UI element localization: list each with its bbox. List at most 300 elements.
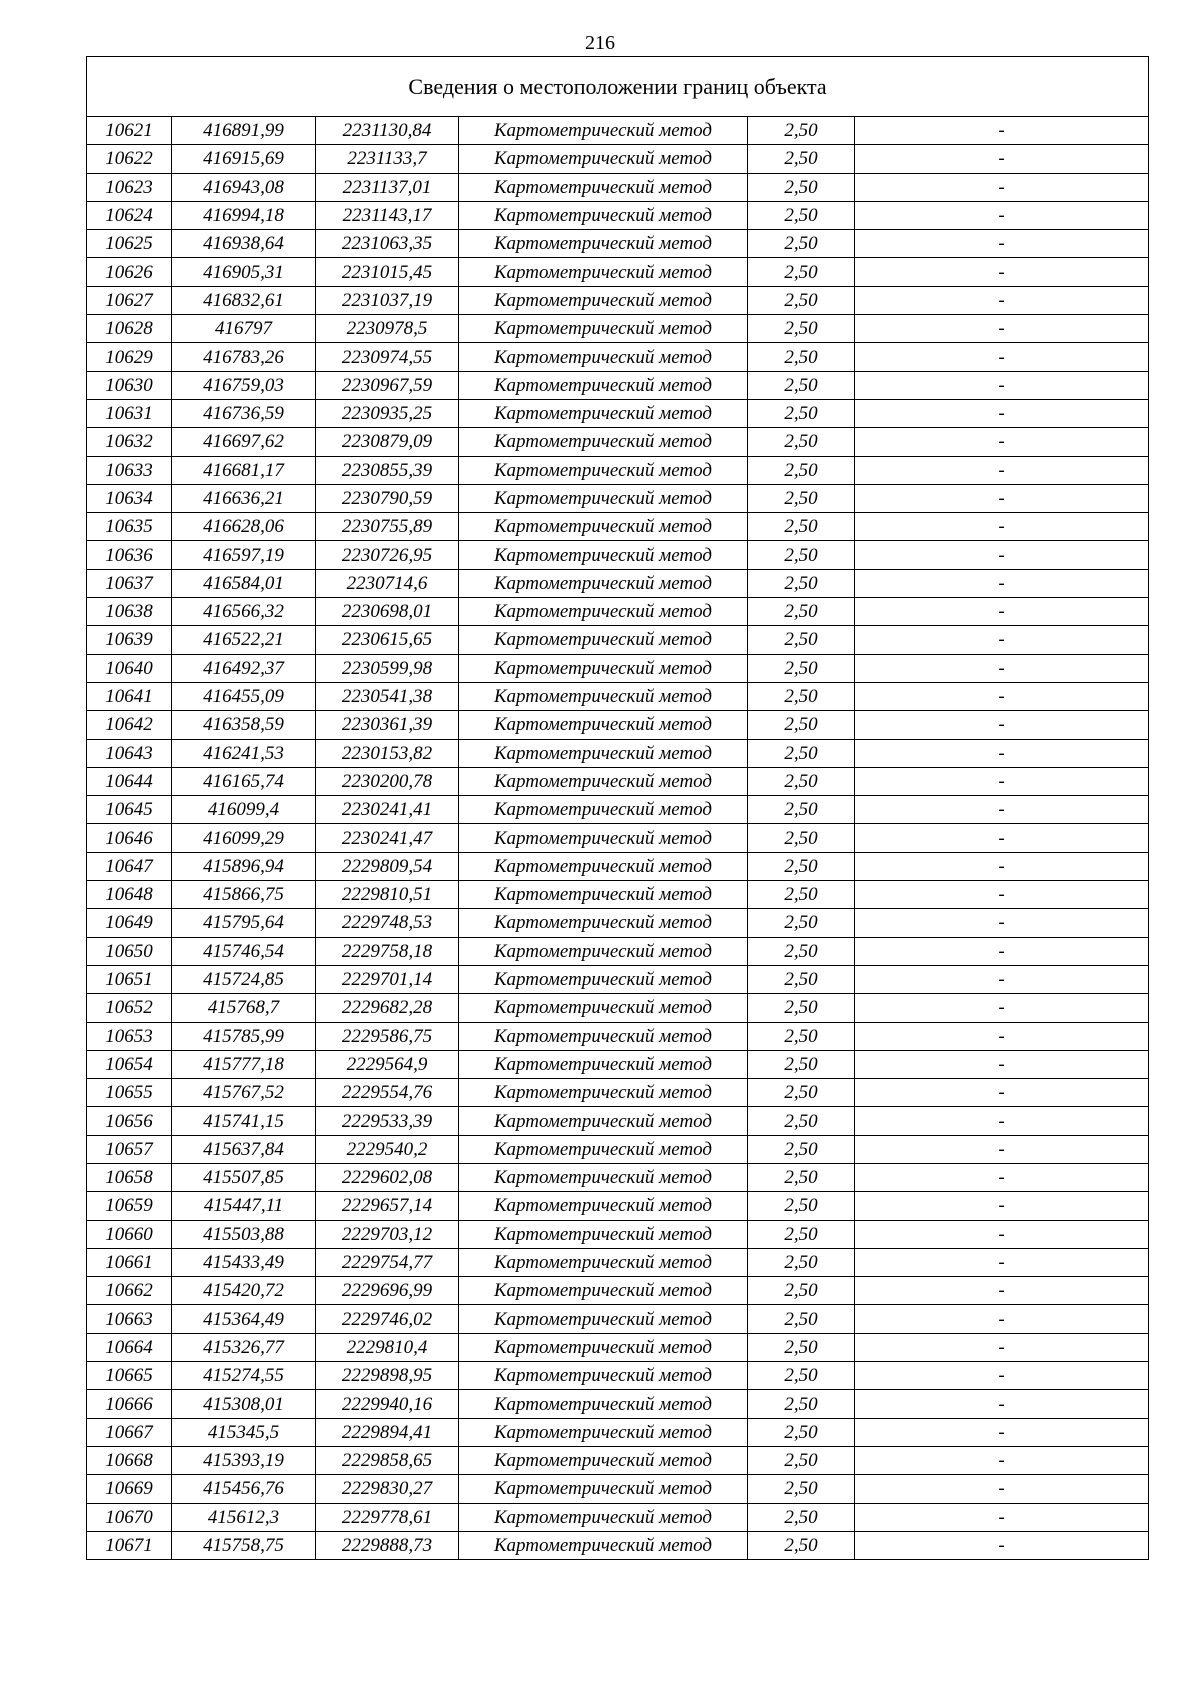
method-cell: Картометрический метод bbox=[459, 1220, 748, 1248]
accuracy-cell: 2,50 bbox=[748, 796, 855, 824]
y-coordinate-cell: 2231143,17 bbox=[316, 201, 459, 229]
point-number-cell: 10658 bbox=[87, 1163, 172, 1191]
table-row bbox=[87, 1475, 1149, 1503]
accuracy-cell: 2,50 bbox=[748, 711, 855, 739]
accuracy-cell: 2,50 bbox=[748, 1305, 855, 1333]
y-coordinate-cell: 2231063,35 bbox=[316, 230, 459, 258]
table-row bbox=[87, 654, 1149, 682]
y-coordinate-cell: 2229748,53 bbox=[316, 909, 459, 937]
description-cell: - bbox=[855, 1022, 1149, 1050]
table-row bbox=[87, 598, 1149, 626]
x-coordinate-cell: 415746,54 bbox=[172, 937, 316, 965]
description-cell: - bbox=[855, 201, 1149, 229]
description-cell: - bbox=[855, 1135, 1149, 1163]
table-row bbox=[87, 1277, 1149, 1305]
accuracy-cell: 2,50 bbox=[748, 513, 855, 541]
method-cell: Картометрический метод bbox=[459, 1362, 748, 1390]
accuracy-cell: 2,50 bbox=[748, 937, 855, 965]
y-coordinate-cell: 2229564,9 bbox=[316, 1050, 459, 1078]
method-cell: Картометрический метод bbox=[459, 1050, 748, 1078]
accuracy-cell: 2,50 bbox=[748, 682, 855, 710]
table-row bbox=[87, 682, 1149, 710]
accuracy-cell: 2,50 bbox=[748, 230, 855, 258]
x-coordinate-cell: 415612,3 bbox=[172, 1503, 316, 1531]
accuracy-cell: 2,50 bbox=[748, 1362, 855, 1390]
description-cell: - bbox=[855, 343, 1149, 371]
accuracy-cell: 2,50 bbox=[748, 1079, 855, 1107]
table-row bbox=[87, 343, 1149, 371]
table-row bbox=[87, 711, 1149, 739]
table-row bbox=[87, 173, 1149, 201]
description-cell: - bbox=[855, 1220, 1149, 1248]
point-number-cell: 10642 bbox=[87, 711, 172, 739]
y-coordinate-cell: 2230241,41 bbox=[316, 796, 459, 824]
y-coordinate-cell: 2229858,65 bbox=[316, 1446, 459, 1474]
accuracy-cell: 2,50 bbox=[748, 117, 855, 145]
table-row bbox=[87, 456, 1149, 484]
y-coordinate-cell: 2230361,39 bbox=[316, 711, 459, 739]
method-cell: Картометрический метод bbox=[459, 1390, 748, 1418]
x-coordinate-cell: 415433,49 bbox=[172, 1248, 316, 1276]
method-cell: Картометрический метод bbox=[459, 824, 748, 852]
y-coordinate-cell: 2230615,65 bbox=[316, 626, 459, 654]
y-coordinate-cell: 2229758,18 bbox=[316, 937, 459, 965]
point-number-cell: 10630 bbox=[87, 371, 172, 399]
table-row bbox=[87, 994, 1149, 1022]
x-coordinate-cell: 416938,64 bbox=[172, 230, 316, 258]
table-row bbox=[87, 569, 1149, 597]
description-cell: - bbox=[855, 1333, 1149, 1361]
y-coordinate-cell: 2231130,84 bbox=[316, 117, 459, 145]
description-cell: - bbox=[855, 881, 1149, 909]
point-number-cell: 10651 bbox=[87, 965, 172, 993]
point-number-cell: 10635 bbox=[87, 513, 172, 541]
method-cell: Картометрический метод bbox=[459, 711, 748, 739]
accuracy-cell: 2,50 bbox=[748, 965, 855, 993]
point-number-cell: 10647 bbox=[87, 852, 172, 880]
method-cell: Картометрический метод bbox=[459, 484, 748, 512]
point-number-cell: 10670 bbox=[87, 1503, 172, 1531]
x-coordinate-cell: 416783,26 bbox=[172, 343, 316, 371]
table-row bbox=[87, 1135, 1149, 1163]
method-cell: Картометрический метод bbox=[459, 456, 748, 484]
accuracy-cell: 2,50 bbox=[748, 824, 855, 852]
description-cell: - bbox=[855, 513, 1149, 541]
accuracy-cell: 2,50 bbox=[748, 909, 855, 937]
method-cell: Картометрический метод bbox=[459, 994, 748, 1022]
accuracy-cell: 2,50 bbox=[748, 1248, 855, 1276]
x-coordinate-cell: 415741,15 bbox=[172, 1107, 316, 1135]
x-coordinate-cell: 416636,21 bbox=[172, 484, 316, 512]
table-row bbox=[87, 230, 1149, 258]
y-coordinate-cell: 2229682,28 bbox=[316, 994, 459, 1022]
description-cell: - bbox=[855, 1475, 1149, 1503]
x-coordinate-cell: 415795,64 bbox=[172, 909, 316, 937]
point-number-cell: 10659 bbox=[87, 1192, 172, 1220]
y-coordinate-cell: 2229657,14 bbox=[316, 1192, 459, 1220]
y-coordinate-cell: 2230599,98 bbox=[316, 654, 459, 682]
method-cell: Картометрический метод bbox=[459, 286, 748, 314]
y-coordinate-cell: 2230755,89 bbox=[316, 513, 459, 541]
description-cell: - bbox=[855, 1446, 1149, 1474]
y-coordinate-cell: 2229586,75 bbox=[316, 1022, 459, 1050]
y-coordinate-cell: 2229888,73 bbox=[316, 1531, 459, 1559]
accuracy-cell: 2,50 bbox=[748, 654, 855, 682]
accuracy-cell: 2,50 bbox=[748, 1163, 855, 1191]
x-coordinate-cell: 416697,62 bbox=[172, 428, 316, 456]
method-cell: Картометрический метод bbox=[459, 230, 748, 258]
table-row bbox=[87, 1333, 1149, 1361]
description-cell: - bbox=[855, 258, 1149, 286]
y-coordinate-cell: 2229746,02 bbox=[316, 1305, 459, 1333]
accuracy-cell: 2,50 bbox=[748, 1050, 855, 1078]
description-cell: - bbox=[855, 117, 1149, 145]
method-cell: Картометрический метод bbox=[459, 598, 748, 626]
table-row bbox=[87, 909, 1149, 937]
point-number-cell: 10652 bbox=[87, 994, 172, 1022]
table-row bbox=[87, 428, 1149, 456]
description-cell: - bbox=[855, 173, 1149, 201]
method-cell: Картометрический метод bbox=[459, 626, 748, 654]
y-coordinate-cell: 2229940,16 bbox=[316, 1390, 459, 1418]
table-title: Сведения о местоположении границ объекта bbox=[87, 57, 1149, 117]
method-cell: Картометрический метод bbox=[459, 145, 748, 173]
point-number-cell: 10671 bbox=[87, 1531, 172, 1559]
y-coordinate-cell: 2229810,51 bbox=[316, 881, 459, 909]
accuracy-cell: 2,50 bbox=[748, 852, 855, 880]
y-coordinate-cell: 2231015,45 bbox=[316, 258, 459, 286]
accuracy-cell: 2,50 bbox=[748, 371, 855, 399]
table-body bbox=[87, 117, 1149, 1560]
point-number-cell: 10641 bbox=[87, 682, 172, 710]
accuracy-cell: 2,50 bbox=[748, 1390, 855, 1418]
point-number-cell: 10624 bbox=[87, 201, 172, 229]
method-cell: Картометрический метод bbox=[459, 852, 748, 880]
y-coordinate-cell: 2230726,95 bbox=[316, 541, 459, 569]
x-coordinate-cell: 415896,94 bbox=[172, 852, 316, 880]
accuracy-cell: 2,50 bbox=[748, 428, 855, 456]
accuracy-cell: 2,50 bbox=[748, 1333, 855, 1361]
table-title-row bbox=[87, 57, 1149, 117]
x-coordinate-cell: 415420,72 bbox=[172, 1277, 316, 1305]
accuracy-cell: 2,50 bbox=[748, 1192, 855, 1220]
point-number-cell: 10649 bbox=[87, 909, 172, 937]
accuracy-cell: 2,50 bbox=[748, 1475, 855, 1503]
x-coordinate-cell: 415507,85 bbox=[172, 1163, 316, 1191]
description-cell: - bbox=[855, 626, 1149, 654]
description-cell: - bbox=[855, 399, 1149, 427]
point-number-cell: 10656 bbox=[87, 1107, 172, 1135]
method-cell: Картометрический метод bbox=[459, 767, 748, 795]
table-row bbox=[87, 1362, 1149, 1390]
table-row bbox=[87, 1390, 1149, 1418]
description-cell: - bbox=[855, 965, 1149, 993]
method-cell: Картометрический метод bbox=[459, 569, 748, 597]
boundary-table bbox=[86, 56, 1149, 1560]
y-coordinate-cell: 2231037,19 bbox=[316, 286, 459, 314]
x-coordinate-cell: 415785,99 bbox=[172, 1022, 316, 1050]
method-cell: Картометрический метод bbox=[459, 796, 748, 824]
method-cell: Картометрический метод bbox=[459, 513, 748, 541]
description-cell: - bbox=[855, 1107, 1149, 1135]
description-cell: - bbox=[855, 711, 1149, 739]
description-cell: - bbox=[855, 994, 1149, 1022]
point-number-cell: 10657 bbox=[87, 1135, 172, 1163]
description-cell: - bbox=[855, 1418, 1149, 1446]
page-number: 216 bbox=[585, 32, 615, 54]
x-coordinate-cell: 416099,4 bbox=[172, 796, 316, 824]
method-cell: Картометрический метод bbox=[459, 682, 748, 710]
description-cell: - bbox=[855, 541, 1149, 569]
x-coordinate-cell: 416566,32 bbox=[172, 598, 316, 626]
description-cell: - bbox=[855, 456, 1149, 484]
method-cell: Картометрический метод bbox=[459, 1305, 748, 1333]
x-coordinate-cell: 415456,76 bbox=[172, 1475, 316, 1503]
y-coordinate-cell: 2230967,59 bbox=[316, 371, 459, 399]
table-row bbox=[87, 881, 1149, 909]
method-cell: Картометрический метод bbox=[459, 739, 748, 767]
description-cell: - bbox=[855, 796, 1149, 824]
x-coordinate-cell: 416797 bbox=[172, 315, 316, 343]
y-coordinate-cell: 2229754,77 bbox=[316, 1248, 459, 1276]
table-row bbox=[87, 371, 1149, 399]
table-row bbox=[87, 1163, 1149, 1191]
point-number-cell: 10625 bbox=[87, 230, 172, 258]
accuracy-cell: 2,50 bbox=[748, 598, 855, 626]
y-coordinate-cell: 2230935,25 bbox=[316, 399, 459, 427]
method-cell: Картометрический метод bbox=[459, 1277, 748, 1305]
method-cell: Картометрический метод bbox=[459, 201, 748, 229]
method-cell: Картометрический метод bbox=[459, 1022, 748, 1050]
y-coordinate-cell: 2229540,2 bbox=[316, 1135, 459, 1163]
table-row bbox=[87, 145, 1149, 173]
accuracy-cell: 2,50 bbox=[748, 1418, 855, 1446]
description-cell: - bbox=[855, 371, 1149, 399]
method-cell: Картометрический метод bbox=[459, 117, 748, 145]
x-coordinate-cell: 416915,69 bbox=[172, 145, 316, 173]
y-coordinate-cell: 2230879,09 bbox=[316, 428, 459, 456]
y-coordinate-cell: 2230153,82 bbox=[316, 739, 459, 767]
table-row bbox=[87, 541, 1149, 569]
point-number-cell: 10629 bbox=[87, 343, 172, 371]
method-cell: Картометрический метод bbox=[459, 937, 748, 965]
y-coordinate-cell: 2229894,41 bbox=[316, 1418, 459, 1446]
point-number-cell: 10661 bbox=[87, 1248, 172, 1276]
point-number-cell: 10622 bbox=[87, 145, 172, 173]
x-coordinate-cell: 415637,84 bbox=[172, 1135, 316, 1163]
table-row bbox=[87, 286, 1149, 314]
table-row bbox=[87, 937, 1149, 965]
y-coordinate-cell: 2230200,78 bbox=[316, 767, 459, 795]
accuracy-cell: 2,50 bbox=[748, 739, 855, 767]
x-coordinate-cell: 416584,01 bbox=[172, 569, 316, 597]
table-row bbox=[87, 965, 1149, 993]
method-cell: Картометрический метод bbox=[459, 965, 748, 993]
method-cell: Картометрический метод bbox=[459, 343, 748, 371]
table-row bbox=[87, 399, 1149, 427]
description-cell: - bbox=[855, 428, 1149, 456]
y-coordinate-cell: 2229602,08 bbox=[316, 1163, 459, 1191]
x-coordinate-cell: 416681,17 bbox=[172, 456, 316, 484]
y-coordinate-cell: 2230790,59 bbox=[316, 484, 459, 512]
description-cell: - bbox=[855, 739, 1149, 767]
method-cell: Картометрический метод bbox=[459, 1446, 748, 1474]
y-coordinate-cell: 2229703,12 bbox=[316, 1220, 459, 1248]
method-cell: Картометрический метод bbox=[459, 1531, 748, 1559]
description-cell: - bbox=[855, 1531, 1149, 1559]
accuracy-cell: 2,50 bbox=[748, 626, 855, 654]
table-row bbox=[87, 1220, 1149, 1248]
accuracy-cell: 2,50 bbox=[748, 569, 855, 597]
description-cell: - bbox=[855, 598, 1149, 626]
description-cell: - bbox=[855, 1163, 1149, 1191]
x-coordinate-cell: 416165,74 bbox=[172, 767, 316, 795]
x-coordinate-cell: 416492,37 bbox=[172, 654, 316, 682]
y-coordinate-cell: 2229696,99 bbox=[316, 1277, 459, 1305]
description-cell: - bbox=[855, 824, 1149, 852]
x-coordinate-cell: 416994,18 bbox=[172, 201, 316, 229]
point-number-cell: 10646 bbox=[87, 824, 172, 852]
point-number-cell: 10628 bbox=[87, 315, 172, 343]
description-cell: - bbox=[855, 1248, 1149, 1276]
point-number-cell: 10666 bbox=[87, 1390, 172, 1418]
point-number-cell: 10636 bbox=[87, 541, 172, 569]
description-cell: - bbox=[855, 767, 1149, 795]
table-row bbox=[87, 767, 1149, 795]
method-cell: Картометрический метод bbox=[459, 1248, 748, 1276]
table-row bbox=[87, 1305, 1149, 1333]
table-row bbox=[87, 1418, 1149, 1446]
x-coordinate-cell: 416597,19 bbox=[172, 541, 316, 569]
description-cell: - bbox=[855, 682, 1149, 710]
table-row bbox=[87, 1192, 1149, 1220]
x-coordinate-cell: 416759,03 bbox=[172, 371, 316, 399]
accuracy-cell: 2,50 bbox=[748, 994, 855, 1022]
table-row bbox=[87, 739, 1149, 767]
table-row bbox=[87, 513, 1149, 541]
accuracy-cell: 2,50 bbox=[748, 343, 855, 371]
description-cell: - bbox=[855, 1277, 1149, 1305]
x-coordinate-cell: 415767,52 bbox=[172, 1079, 316, 1107]
x-coordinate-cell: 415308,01 bbox=[172, 1390, 316, 1418]
description-cell: - bbox=[855, 852, 1149, 880]
table-row bbox=[87, 1022, 1149, 1050]
description-cell: - bbox=[855, 230, 1149, 258]
x-coordinate-cell: 416522,21 bbox=[172, 626, 316, 654]
accuracy-cell: 2,50 bbox=[748, 1277, 855, 1305]
y-coordinate-cell: 2229810,4 bbox=[316, 1333, 459, 1361]
description-cell: - bbox=[855, 145, 1149, 173]
accuracy-cell: 2,50 bbox=[748, 399, 855, 427]
method-cell: Картометрический метод bbox=[459, 315, 748, 343]
x-coordinate-cell: 416099,29 bbox=[172, 824, 316, 852]
x-coordinate-cell: 416832,61 bbox=[172, 286, 316, 314]
description-cell: - bbox=[855, 1305, 1149, 1333]
y-coordinate-cell: 2230541,38 bbox=[316, 682, 459, 710]
point-number-cell: 10654 bbox=[87, 1050, 172, 1078]
table-row bbox=[87, 626, 1149, 654]
table-row bbox=[87, 852, 1149, 880]
point-number-cell: 10667 bbox=[87, 1418, 172, 1446]
y-coordinate-cell: 2229554,76 bbox=[316, 1079, 459, 1107]
point-number-cell: 10639 bbox=[87, 626, 172, 654]
description-cell: - bbox=[855, 1503, 1149, 1531]
x-coordinate-cell: 415447,11 bbox=[172, 1192, 316, 1220]
point-number-cell: 10645 bbox=[87, 796, 172, 824]
y-coordinate-cell: 2230855,39 bbox=[316, 456, 459, 484]
y-coordinate-cell: 2229898,95 bbox=[316, 1362, 459, 1390]
accuracy-cell: 2,50 bbox=[748, 1531, 855, 1559]
x-coordinate-cell: 415768,7 bbox=[172, 994, 316, 1022]
y-coordinate-cell: 2230714,6 bbox=[316, 569, 459, 597]
point-number-cell: 10621 bbox=[87, 117, 172, 145]
point-number-cell: 10638 bbox=[87, 598, 172, 626]
method-cell: Картометрический метод bbox=[459, 428, 748, 456]
method-cell: Картометрический метод bbox=[459, 1418, 748, 1446]
description-cell: - bbox=[855, 654, 1149, 682]
y-coordinate-cell: 2230698,01 bbox=[316, 598, 459, 626]
description-cell: - bbox=[855, 484, 1149, 512]
table-row bbox=[87, 315, 1149, 343]
x-coordinate-cell: 415758,75 bbox=[172, 1531, 316, 1559]
accuracy-cell: 2,50 bbox=[748, 881, 855, 909]
point-number-cell: 10664 bbox=[87, 1333, 172, 1361]
y-coordinate-cell: 2230974,55 bbox=[316, 343, 459, 371]
point-number-cell: 10669 bbox=[87, 1475, 172, 1503]
accuracy-cell: 2,50 bbox=[748, 173, 855, 201]
x-coordinate-cell: 415326,77 bbox=[172, 1333, 316, 1361]
x-coordinate-cell: 415777,18 bbox=[172, 1050, 316, 1078]
accuracy-cell: 2,50 bbox=[748, 456, 855, 484]
table-row bbox=[87, 1107, 1149, 1135]
y-coordinate-cell: 2231133,7 bbox=[316, 145, 459, 173]
y-coordinate-cell: 2231137,01 bbox=[316, 173, 459, 201]
point-number-cell: 10665 bbox=[87, 1362, 172, 1390]
accuracy-cell: 2,50 bbox=[748, 258, 855, 286]
method-cell: Картометрический метод bbox=[459, 1163, 748, 1191]
table-row bbox=[87, 1079, 1149, 1107]
method-cell: Картометрический метод bbox=[459, 1503, 748, 1531]
description-cell: - bbox=[855, 1362, 1149, 1390]
x-coordinate-cell: 415345,5 bbox=[172, 1418, 316, 1446]
x-coordinate-cell: 416358,59 bbox=[172, 711, 316, 739]
table-row bbox=[87, 824, 1149, 852]
method-cell: Картометрический метод bbox=[459, 399, 748, 427]
accuracy-cell: 2,50 bbox=[748, 484, 855, 512]
x-coordinate-cell: 416891,99 bbox=[172, 117, 316, 145]
table-row bbox=[87, 1503, 1149, 1531]
method-cell: Картометрический метод bbox=[459, 909, 748, 937]
method-cell: Картометрический метод bbox=[459, 1107, 748, 1135]
point-number-cell: 10633 bbox=[87, 456, 172, 484]
method-cell: Картометрический метод bbox=[459, 173, 748, 201]
y-coordinate-cell: 2230978,5 bbox=[316, 315, 459, 343]
method-cell: Картометрический метод bbox=[459, 541, 748, 569]
table-row bbox=[87, 117, 1149, 145]
accuracy-cell: 2,50 bbox=[748, 1107, 855, 1135]
description-cell: - bbox=[855, 1192, 1149, 1220]
x-coordinate-cell: 415364,49 bbox=[172, 1305, 316, 1333]
description-cell: - bbox=[855, 286, 1149, 314]
method-cell: Картометрический метод bbox=[459, 371, 748, 399]
point-number-cell: 10634 bbox=[87, 484, 172, 512]
method-cell: Картометрический метод bbox=[459, 1079, 748, 1107]
point-number-cell: 10640 bbox=[87, 654, 172, 682]
y-coordinate-cell: 2229830,27 bbox=[316, 1475, 459, 1503]
x-coordinate-cell: 416241,53 bbox=[172, 739, 316, 767]
table-row bbox=[87, 1531, 1149, 1559]
point-number-cell: 10662 bbox=[87, 1277, 172, 1305]
